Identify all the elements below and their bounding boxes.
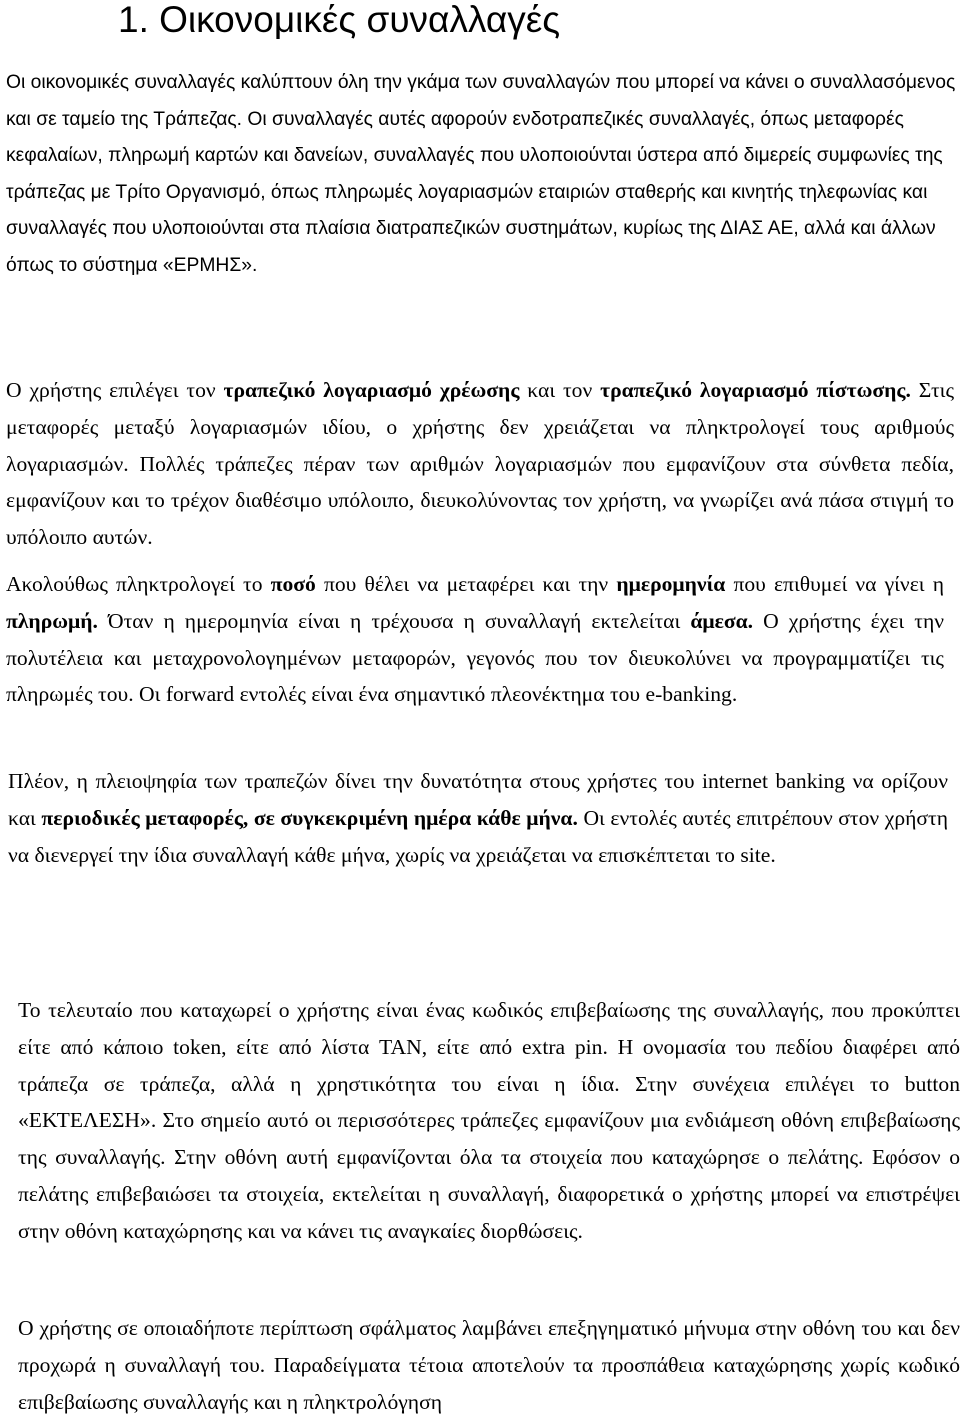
text-run: και τον [519, 378, 601, 402]
section-heading: 1. Οικονομικές συναλλαγές [118, 0, 561, 40]
text-run: που θέλει να μεταφέρει και την [315, 572, 617, 596]
text-run: Στις μεταφορές μεταξύ λογαριασμών ιδίου, ο χρήστης δεν χρειάζεται να πληκτρολογεί τους αριθμούς λογαριασμών. Πολλές τράπεζες πέραν των αριθμών λογαριασμών που εμφανίζουν στα σύνθετα πεδία, εμφανίζουν και το τρέχον διαθέσιμο υπόλοιπο, διευκολύνοντας τον χρήστη, να γνωρίζει ανά πάσα στιγμή το υπόλοιπο αυτών. [6, 378, 954, 550]
paragraph-amount-date [6, 566, 944, 713]
bold-date: ημερομηνία [616, 572, 726, 596]
paragraph-transactions-overview: Οι οικονομικές συναλλαγές καλύπτουν όλη την γκάμα των συναλλαγών που μπορεί να κάνει ο συναλλασόμενος και σε ταμείο της Τράπεζας. Οι συναλλαγές αυτές αφορούν ενδοτραπεζικές συναλλαγές, όπως μεταφορές κεφαλαίων, πληρωμή καρτών και δανείων, συναλλαγές που υλοποιούνται ύστερα από διμερείς συμφωνίες της τράπεζας με Τρίτο Οργανισμό, όπως πληρωμές λογαριασμών εταιριών σταθερής και κινητής τηλεφωνίας και συναλλαγές που υλοποιούνται στα πλαίσια διατραπεζικών συστημάτων, κυρίως της ΔΙΑΣ ΑΕ, αλλά και άλλων όπως το σύστημα «ΕΡΜΗΣ». [6, 72, 956, 276]
bold-credit-account: τραπεζικό λογαριασμό πίστωσης. [600, 378, 911, 402]
text-run: Πλέον, η πλειοψηφία των τραπεζών δίνει την δυνατότητα στους χρήστες του internet banking να ορίζουν και [8, 769, 948, 830]
paragraph-periodic-transfers [8, 763, 948, 873]
paragraph-error-messages: Ο χρήστης σε οποιαδήποτε περίπτωση σφάλματος λαμβάνει επεξηγηματικό μήνυμα στην οθόνη του και δεν προχωρά η συναλλαγή του. Παραδείγματα τέτοια αποτελούν τα προσπάθεια καταχώρησης χωρίς κωδικό επιβεβαίωσης συναλλαγής και η πληκτρολόγηση [18, 1316, 960, 1414]
text-run: Ο χρήστης έχει την πολυτέλεια και μεταχρονολογημένων μεταφορών, γεγονός που τον διευκολύνει να προγραμματίζει τις πληρωμές του. Οι forward εντολές είναι ένα σημαντικό πλεονέκτημα του e-banking. [6, 608, 944, 707]
bold-payment: πληρωμή. [6, 608, 98, 633]
text-run: που επιθυμεί να γίνει η [725, 572, 944, 596]
text-run: Οι εντολές αυτές επιτρέπουν στον χρήστη να διενεργεί την ίδια συναλλαγή κάθε μήνα, χωρίς να χρειάζεται να επισκέπτεται το site. [8, 805, 949, 867]
text-run: Ο χρήστης επιλέγει τον [6, 378, 224, 402]
bold-immediately: άμεσα. [690, 608, 754, 633]
bold-amount: ποσό [270, 572, 316, 596]
paragraph-account-selection [6, 372, 954, 556]
bold-periodic-transfers: περιοδικές μεταφορές, σε συγκεκριμένη ημέρα κάθε μήνα. [41, 805, 578, 830]
text-run: Ακολούθως πληκτρολογεί το [6, 572, 271, 596]
text-run: Όταν η ημερομηνία είναι η τρέχουσα η συναλλαγή εκτελείται [97, 608, 691, 633]
paragraph-confirmation-code: Το τελευταίο που καταχωρεί ο χρήστης είναι ένας κωδικός επιβεβαίωσης της συναλλαγής, που προκύπτει είτε από κάποιο token, είτε από λίστα TAN, είτε από extra pin. Η ονομασία του πεδίου διαφέρει από τράπεζα σε τράπεζα, αλλά η χρηστικότητα του είναι η ίδια. Στην συνέχεια επιλέγει το button «ΕΚΤΕΛΕΣΗ». Στο σημείο αυτό οι περισσότερες τράπεζες εμφανίζουν μια ενδιάμεση οθόνη επιβεβαίωσης της συναλλαγής. Στην οθόνη αυτή εμφανίζονται όλα τα στοιχεία που καταχώρησε ο πελάτης. Εφόσον ο πελάτης επιβεβαιώσει τα στοιχεία, εκτελείται η συναλλαγή, διαφορετικά ο χρήστης μπορεί να επιστρέψει στην οθόνη καταχώρησης και να κάνει τις αναγκαίες διορθώσεις. [18, 998, 960, 1243]
bold-debit-account: τραπεζικό λογαριασμό χρέωσης [223, 378, 520, 402]
